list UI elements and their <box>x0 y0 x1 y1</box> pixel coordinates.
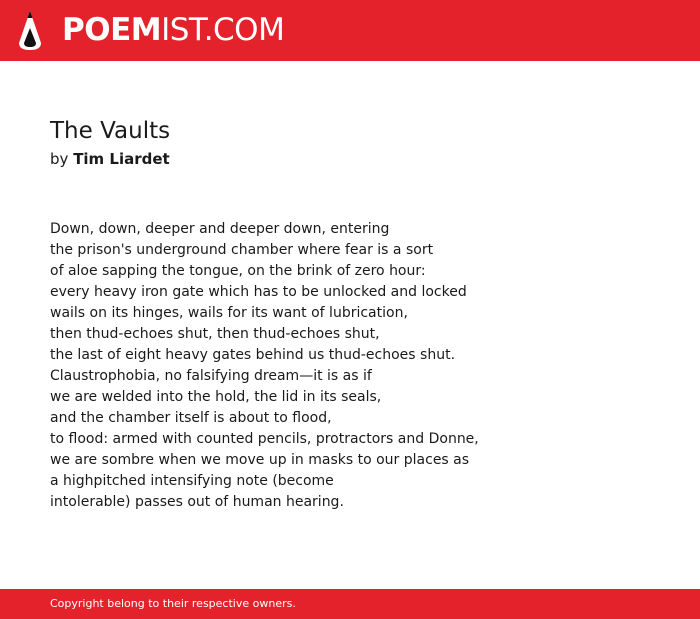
pencil-tip-icon <box>18 10 42 51</box>
poem-line: of aloe sapping the tongue, on the brink of zero hour: <box>50 263 426 279</box>
poem-line: wails on its hinges, wails for its want of lubrication, <box>50 305 408 321</box>
poem-line: and the chamber itself is about to flood, <box>50 410 332 426</box>
poem-line: Claustrophobia, no falsifying dream—it is as if <box>50 368 372 384</box>
poem-line: every heavy iron gate which has to be unlocked and locked <box>50 284 467 300</box>
copyright-text: Copyright belong to their respective owners. <box>50 597 296 610</box>
poem-line: Down, down, deeper and deeper down, entering <box>50 221 390 237</box>
poem-line: we are welded into the hold, the lid in its seals, <box>50 389 382 405</box>
logo-light-text: IST.COM <box>161 12 285 48</box>
site-footer <box>0 589 700 619</box>
site-header <box>0 0 700 61</box>
poem-line: to flood: armed with counted pencils, protractors and Donne, <box>50 431 479 447</box>
poem-line: a highpitched intensifying note (become <box>50 473 334 489</box>
site-logo[interactable] <box>62 12 284 48</box>
poem-title: The Vaults <box>50 118 171 144</box>
poem-line: intolerable) passes out of human hearing. <box>50 494 344 510</box>
poem-line: the prison's underground chamber where fear is a sort <box>50 242 434 258</box>
poem-line: then thud-echoes shut, then thud-echoes shut, <box>50 326 380 342</box>
by-label: by <box>50 150 69 168</box>
poem-body <box>50 219 479 513</box>
byline <box>50 149 170 169</box>
poem-line: the last of eight heavy gates behind us thud-echoes shut. <box>50 347 456 363</box>
poem-line: we are sombre when we move up in masks to our places as <box>50 452 470 468</box>
author-name: Tim Liardet <box>73 150 170 168</box>
logo-bold-text: POEM <box>62 12 162 48</box>
